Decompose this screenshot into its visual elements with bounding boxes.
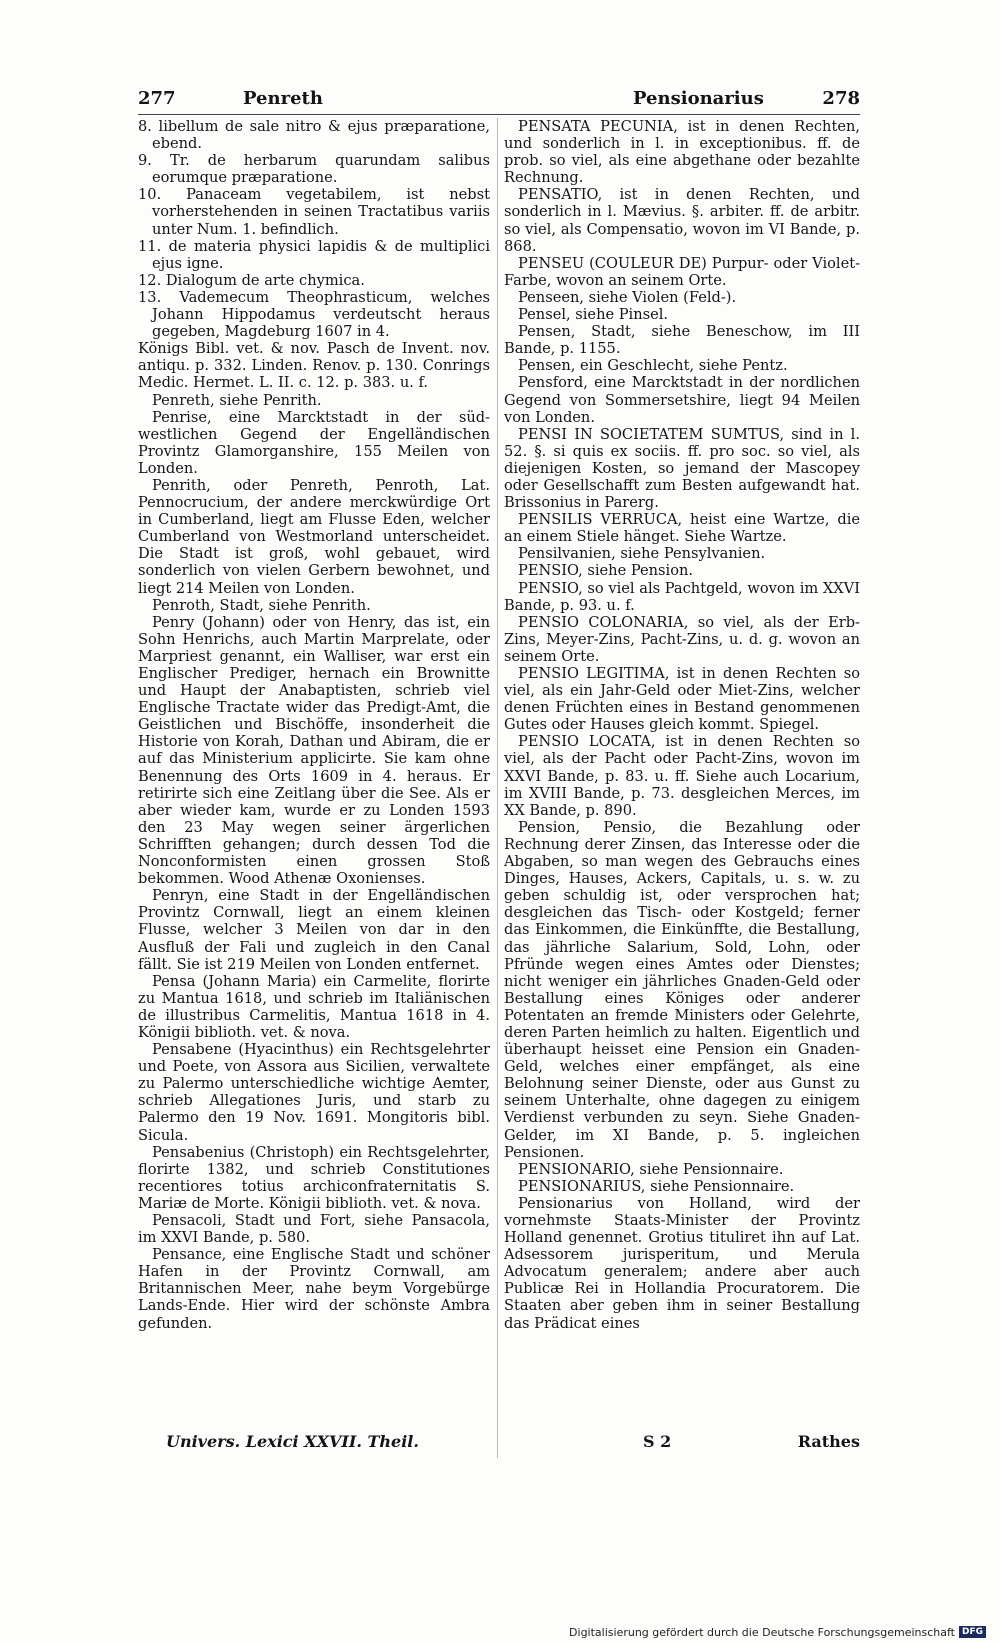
- entry-paragraph: Penreth, siehe Penrith.: [152, 391, 322, 409]
- entry-paragraph: 13. Vademecum Theophrasticum, welches Johann Hippodamus verdeutscht heraus gegeben, Magdeburg 1607 in 4.: [138, 288, 490, 341]
- entry-paragraph: Pensa (Johann Maria) ein Carmelite, florirte zu Mantua 1618, und schrieb im Italiänischen de illustribus Carmelitis, Mantua 1618 in 4. Königii biblioth. vet. & nova.: [138, 972, 490, 1041]
- entry-paragraph: PENSATIO, ist in denen Rechten, und sonderlich in l. Mævius. §. arbiter. ff. de arbitr. so viel, als Compensatio, wovon im VI Bande, p. 868.: [504, 186, 860, 255]
- header-rule: [138, 114, 860, 115]
- running-header: [138, 88, 860, 112]
- entry-paragraph: 11. de materia physici lapidis & de multiplici ejus igne.: [138, 237, 490, 272]
- entry-paragraph: Pensance, eine Englische Stadt und schöner Hafen in der Provintz Cornwall, am Britannischen Meer, nahe beym Vorgebürge Lands-Ende. Hier wird der schönste Ambra gefunden.: [138, 1246, 490, 1332]
- entry-paragraph: PENSIO COLONARIA, so viel, als der Erb-Zins, Meyer-Zins, Pacht-Zins, u. d. g. wovon an seinem Orte.: [504, 613, 860, 665]
- entry-paragraph: PENSIO LOCATA, ist in denen Rechten so viel, als der Pacht oder Pacht-Zins, wovon im XXVI Bande, p. 83. u. ff. Siehe auch Locarium, im XVIII Bande, p. 73. desgleichen Merces, im XX Bande, p. 890.: [504, 733, 860, 819]
- column-divider: [497, 118, 498, 1458]
- left-column: [138, 118, 490, 1332]
- entry-paragraph: Penrise, eine Marcktstadt in der süd-westlichen Gegend der Engelländischen Provintz Glamorganshire, 155 Meilen von Londen.: [138, 408, 490, 477]
- entry-paragraph: Pensford, eine Marcktstadt in der nordlichen Gegend von Sommersetshire, liegt 94 Meilen von Londen.: [504, 374, 860, 426]
- catchword: Rathes: [797, 1432, 860, 1451]
- entry-paragraph: Pensionarius von Holland, wird der vornehmste Staats-Minister der Provintz Holland genennet. Grotius tituliret ihn auf Lat. Adsessorem jurisperitum, und Merula Advocatum generalem; andere aber auch Publicæ Rei in Hollandia Procuratorem. Die Staaten aber geben ihm in seiner Bestallung das Prädicat eines: [504, 1194, 860, 1332]
- entry-paragraph: Penseen, siehe Violen (Feld-).: [518, 288, 737, 306]
- entry-paragraph: 10. Panaceam vegetabilem, ist nebst vorherstehenden in seinen Tractatibus variis unter Num. 1. befindlich.: [138, 186, 490, 238]
- entry-paragraph: 12. Dialogum de arte chymica.: [138, 271, 365, 289]
- entry-paragraph: PENSIO LEGITIMA, ist in denen Rechten so viel, als ein Jahr-Geld oder Miet-Zins, welcher denen Früchten eines in Bestand genommenen Gutes oder Hauses gleich kommt. Spiegel.: [504, 665, 860, 734]
- entry-paragraph: Pensilvanien, siehe Pensylvanien.: [518, 545, 766, 563]
- entry-paragraph: Penroth, Stadt, siehe Penrith.: [152, 596, 371, 614]
- entry-paragraph: Pensen, ein Geschlecht, siehe Pentz.: [518, 357, 788, 375]
- entry-paragraph: Pensabene (Hyacinthus) ein Rechtsgelehrter und Poete, von Assora aus Sicilien, verwaltete zu Palermo unterschiedliche wichtige Aemter, schrieb Allegationes Juris, und starb zu Palermo den 19 Nov. 1691. Mongitoris bibl. Sicula.: [138, 1041, 490, 1144]
- entry-paragraph: PENSIO, siehe Pension.: [518, 562, 694, 580]
- sheet-signature: S 2: [643, 1432, 672, 1451]
- signature-line: [138, 1432, 860, 1454]
- left-catchword: Penreth: [243, 88, 323, 109]
- entry-paragraph: Penry (Johann) oder von Henry, das ist, ein Sohn Henrichs, auch Martin Marprelate, oder Marpriest genannt, ein Walliser, war erst ein Englischer Prediger, hernach ein Brownitte und Haupt der Anabaptisten, schrieb viel Englische Tractate wider das Predigt-Amt, die Geistlichen und Bischöffe, insonderheit die Historie von Korah, Dathan und Abiram, die er auf das Ministerium applicirte. Sie kam ohne Benennung des Orts 1609 in 4. heraus. Er retirirte sich eine Zeitlang über die See. Als er aber wieder kam, wurde er zu Londen 1593 den 23 May wegen seiner ärgerlichen Schrifften gehangen; durch dessen Tod die Nonconformisten einen grossen Stoß bekommen. Wood Athenæ Oxonienses.: [138, 613, 490, 888]
- digitization-footer: [569, 1625, 986, 1639]
- entry-paragraph: PENSIONARIUS, siehe Pensionnaire.: [518, 1177, 795, 1195]
- entry-paragraph: PENSEU (COULEUR DE) Purpur- oder Violet-Farbe, wovon an seinem Orte.: [504, 254, 860, 289]
- volume-signature: Univers. Lexici XXVII. Theil.: [166, 1432, 419, 1451]
- entry-paragraph: PENSI IN SOCIETATEM SUMTUS, sind in l. 52. §. si quis ex sociis. ff. pro soc. so viel, als diejenigen Kosten, so jemand der Mascopey oder Gesellschafft zum Besten aufgewandt hat. Brissonius in Parerg.: [504, 425, 860, 512]
- entry-paragraph: Pension, Pensio, die Bezahlung oder Rechnung derer Zinsen, das Interesse oder die Abgaben, so man wegen des Gebrauchs eines Dinges, Hauses, Ackers, Capitals, u. s. w. zu geben schuldig ist, oder versprochen hat; desgleichen das Tisch- oder Kostgeld; ferner das Einkommen, die Einkünffte, die Bestallung, das jährliche Salarium, Sold, Lohn, oder Pfründe wegen eines Amtes oder Dienstes; nicht weniger ein jährliches Gnaden-Geld oder Bestallung eines Königes oder anderer Potentaten an fremde Ministers oder Gelehrte, deren Parten heimlich zu halten. Eigentlich und überhaupt heisset eine Pension ein Gnaden-Geld, welches einer empfänget, als eine Belohnung seiner Dienste, oder aus Gunst zu seinem Unterhalte, ohne dagegen zu einigem Verdienst verbunden zu seyn. Siehe Gnaden-Gelder, im XI Bande, p. 5. ingleichen Pensionen.: [504, 818, 860, 1161]
- left-page-number: 277: [138, 88, 176, 109]
- entry-paragraph: Pensacoli, Stadt und Fort, siehe Pansacola, im XXVI Bande, p. 580.: [138, 1212, 490, 1247]
- entry-paragraph: 9. Tr. de herbarum quarundam salibus eorumque præparatione.: [138, 152, 490, 187]
- entry-paragraph: Pensel, siehe Pinsel.: [518, 306, 669, 324]
- footer-text: Digitalisierung gefördert durch die Deutsche Forschungsgemeinschaft: [569, 1625, 955, 1639]
- entry-paragraph: PENSATA PECUNIA, ist in denen Rechten, und sonderlich in l. in exceptionibus. ff. de prob. so viel, als eine abgethane oder bezahlte Rechnung.: [504, 118, 860, 187]
- entry-paragraph: 8. libellum de sale nitro & ejus præparatione, ebend.: [138, 118, 490, 153]
- entry-paragraph: Penryn, eine Stadt in der Engelländischen Provintz Cornwall, liegt an einem kleinen Flusse, welcher 3 Meilen von dar in den Ausfluß der Fali und zugleich in den Canal fällt. Sie ist 219 Meilen von Londen entfernet.: [138, 887, 490, 973]
- entry-paragraph: Pensabenius (Christoph) ein Rechtsgelehrter, florirte 1382, und schrieb Constitutiones recentiores totius archiconfraternitatis S. Mariæ de Morte. Königii biblioth. vet. & nova.: [138, 1143, 490, 1212]
- entry-paragraph: PENSIONARIO, siehe Pensionnaire.: [518, 1160, 784, 1178]
- entry-paragraph: Pensen, Stadt, siehe Beneschow, im III Bande, p. 1155.: [504, 323, 860, 358]
- entry-paragraph: PENSILIS VERRUCA, heist eine Wartze, die an einem Stiele hänget. Siehe Wartze.: [504, 511, 860, 546]
- right-page-number: 278: [822, 88, 860, 109]
- right-catchword: Pensionarius: [633, 88, 764, 109]
- dfg-logo-icon: DFG: [959, 1626, 986, 1638]
- entry-paragraph: Penrith, oder Penreth, Penroth, Lat. Pennocrucium, der andere merckwürdige Ort in Cumberland, liegt am Flusse Eden, welcher Cumberland von Westmorland unterscheidet. Die Stadt ist groß, wohl gebauet, wird sonderlich von vielen Gerbern bewohnet, und liegt 214 Meilen von Londen.: [138, 476, 490, 597]
- entry-paragraph: Königs Bibl. vet. & nov. Pasch de Invent. nov. antiqu. p. 332. Linden. Renov. p. 130. Conrings Medic. Hermet. L. II. c. 12. p. 383. u. f.: [138, 340, 490, 392]
- entry-paragraph: PENSIO, so viel als Pachtgeld, wovon im XXVI Bande, p. 93. u. f.: [504, 579, 860, 614]
- right-column: [504, 118, 860, 1332]
